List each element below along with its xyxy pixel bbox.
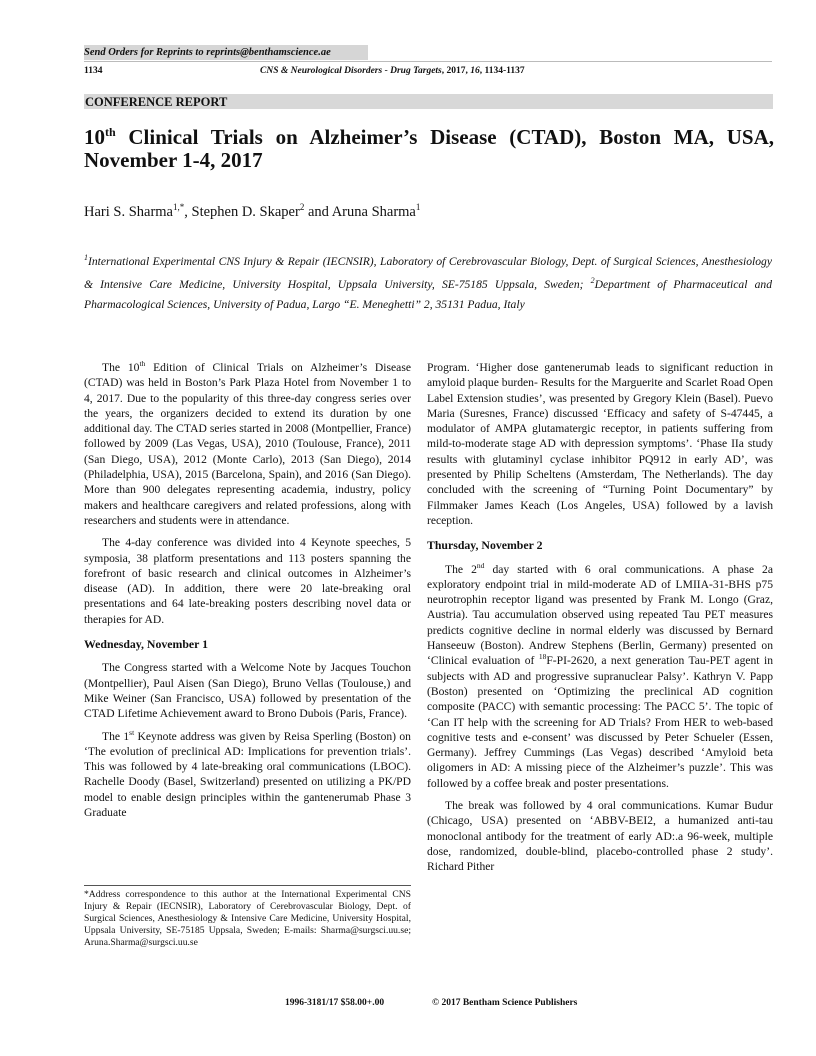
copyright: © 2017 Bentham Science Publishers — [432, 998, 578, 1008]
text: The 2 — [445, 562, 477, 576]
left-column — [84, 360, 411, 827]
paragraph — [427, 562, 773, 791]
affil-2: Department of Pharmaceutical and Pharmacological Sciences, University of Padua, Largo “E. Meneghetti” 2, 35131 Padua, Italy — [84, 278, 772, 311]
reprint-notice: Send Orders for Reprints to reprints@benthamscience.ae — [84, 45, 368, 60]
paragraph: The Congress started with a Welcome Note by Jacques Touchon (Montpellier), Paul Aisen (San Diego), Bruno Vellas (Toulouse,) and Mike Weiner (San Francisco, USA) followed by presentation of the CTAD Lifetime Achievement award to Brono Dubois (Paris, France). — [84, 661, 411, 721]
title-sup: th — [105, 125, 116, 139]
journal-volume: 16 — [470, 66, 480, 76]
author-3-affil: 1 — [415, 202, 421, 212]
paragraph: The break was followed by 4 oral communications. Kumar Budur (Chicago, USA) presented on ‘ABBV-BEI2, a humanized anti-tau monoclonal antibody for the treatment of early AD:.a 96-week, multiple dose, randomized, double-blind, placebo-controlled phase 2 study’. Richard Pither — [427, 799, 773, 874]
article-title — [84, 121, 774, 172]
header-divider — [84, 61, 772, 62]
title-rest: Clinical Trials on Alzheimer’s Disease (CTAD), Boston MA, USA, November 1-4, 2017 — [84, 125, 774, 172]
right-column — [427, 360, 773, 882]
text: day started with 6 oral communications. A phase 2a exploratory endpoint trial in mild-moderate AD of LMIIA-31-BHS p75 neurotrophin receptor ligand was presented by Frank M. Longo (Graz, Austria). Tau accumulation observed using repeated Tau PET measures predicts cognitive decline in normal elderly was discussed by Bernard Hanseeuw (Boston). Andrew Stephens (Berlin, Germany) presented on ‘Clinical evaluation of — [427, 562, 773, 668]
journal-name: CNS & Neurological Disorders - Drug Targets — [260, 66, 442, 76]
paragraph: Program. ‘Higher dose gantenerumab leads to significant reduction in amyloid plaque burden- Results for the Marguerite and Scarlet Road Open Label Extension studies’, was presented by Gregory Klein (Basel). Puevo Maria (Suresnes, France) discussed ‘Efficacy and safety of S-47445, a modulator of AMPA glutamatergic receptor, in patients suffering from mild-to-moderate stage AD with depression symptoms’. ‘Phase IIa study results with glutaminyl cyclase inhibitor PQ912 in early AD’, was presented by Philip Scheltens (Amsterdam, The Netherlands). The day concluded with the screening of “Turning Point Documentary” by Filmmaker James Keach (Los Angeles, USA) followed by a lavish reception. — [427, 361, 773, 527]
section-label: CONFERENCE REPORT — [84, 94, 773, 109]
author-1: Hari S. Sharma — [84, 203, 173, 220]
author-2: , Stephen D. Skaper — [184, 203, 300, 220]
text: Edition of Clinical Trials on Alzheimer’s Disease (CTAD) was held in Boston’s Park Plaza Hotel from November 1 to 4, 2017. Due to the popularity of this three-day congress series over the years, the organizers decided to extend its duration by one additional day. The CTAD series started in 2008 (Montpellier, France) followed by 2009 (Las Vegas, USA), 2010 (Toulouse, France), 2011 (San Diego, USA), 2012 (Monte Carlo), 2013 (San Diego), 2014 (Philadelphia, USA), 2015 (Barcelona, Spain), and 2016 (San Diego). More than 900 delegates representing academia, industry, policy makers and healthcare caregivers and related professions, along with researchers and students were in attendance. — [84, 361, 411, 527]
journal-pages: , 1134-1137 — [479, 66, 525, 76]
affiliations — [84, 248, 772, 314]
author-list — [84, 202, 420, 221]
text: The 1 — [102, 729, 130, 743]
author-2-affil: 2 — [299, 202, 305, 212]
journal-year: , 2017, — [441, 66, 471, 76]
page-number: 1134 — [84, 66, 103, 76]
paragraph — [84, 729, 411, 821]
paragraph: The 4-day conference was divided into 4 Keynote speeches, 5 symposia, 38 platform presentations and 113 posters spanning the forefront of basic research and clinical outcomes in Alzheimer’s disease (AD). In addition, there were 20 late-breaking oral presentations and 64 late-breaking posters describing novel data or therapies for AD. — [84, 536, 411, 626]
superscript: 18 — [538, 652, 547, 662]
paragraph — [84, 360, 411, 528]
affil-1-marker: 1 — [84, 253, 88, 262]
text: The 10 — [102, 361, 140, 374]
text: F-PI-2620, a next generation Tau-PET agent in subjects with AD and progressive supranuclear Palsy’. Kathryn V. Papp (Boston) presented on ‘Optimizing the preclinical AD cognition composite (PACC) with semantic processing: The PACC 5’. The topic of ‘Can IT help with the screening for AD Trials? From HER to web-based cognitive tests and e-consent’ was discussed by Peter Schueler (Essen, Germany). Jeffrey Cummings (Las Vegas) described ‘Amyloid beta oligomers in AD: A missing piece of the Alzheimer’s puzzle’. This was followed by a coffee break and poster presentations. — [427, 654, 773, 790]
correspondence-footnote: *Address correspondence to this author at the International Experimental CNS Injury & Repair (IECNSIR), Laboratory of Cerebrovascular Biology, Dept. of Surgical Sciences, Anesthesiology & Intensive Care Medicine, University Hospital, Uppsala University, SE-75185 Uppsala, Sweden; E-mails: Sharma@surgsci.uu.se; Aruna.Sharma@surgsci.uu.se — [84, 889, 411, 948]
affil-1: International Experimental CNS Injury & Repair (IECNSIR), Laboratory of Cerebrovascular Biology, Dept. of Surgical Sciences, Anesthesiology & Intensive Care Medicine, University Hospital, Uppsala University, SE-75185 Uppsala, Sweden; — [84, 254, 772, 292]
journal-citation — [260, 66, 525, 76]
issn-price: 1996-3181/17 $58.00+.00 — [285, 998, 385, 1008]
section-heading: Thursday, November 2 — [427, 538, 543, 553]
superscript: st — [129, 727, 135, 737]
superscript: nd — [476, 560, 485, 570]
text: Keynote address was given by Reisa Sperling (Boston) on ‘The evolution of preclinical AD: Implications for prevention trials’. This was followed by 4 late-breaking oral communications (LBOC). Rachelle Doody (Basel, Switzerland) presented on utilizing a PK/PD model to enable design principles within the gantenerumab Phase 3 Graduate — [84, 729, 411, 820]
author-1-affil: 1,* — [173, 202, 185, 212]
section-heading: Wednesday, November 1 — [84, 637, 208, 652]
affil-2-marker: 2 — [590, 276, 595, 286]
footnote-divider — [84, 885, 411, 886]
superscript: th — [139, 359, 146, 369]
title-num: 10 — [84, 125, 105, 149]
author-3: and Aruna Sharma — [304, 203, 416, 220]
